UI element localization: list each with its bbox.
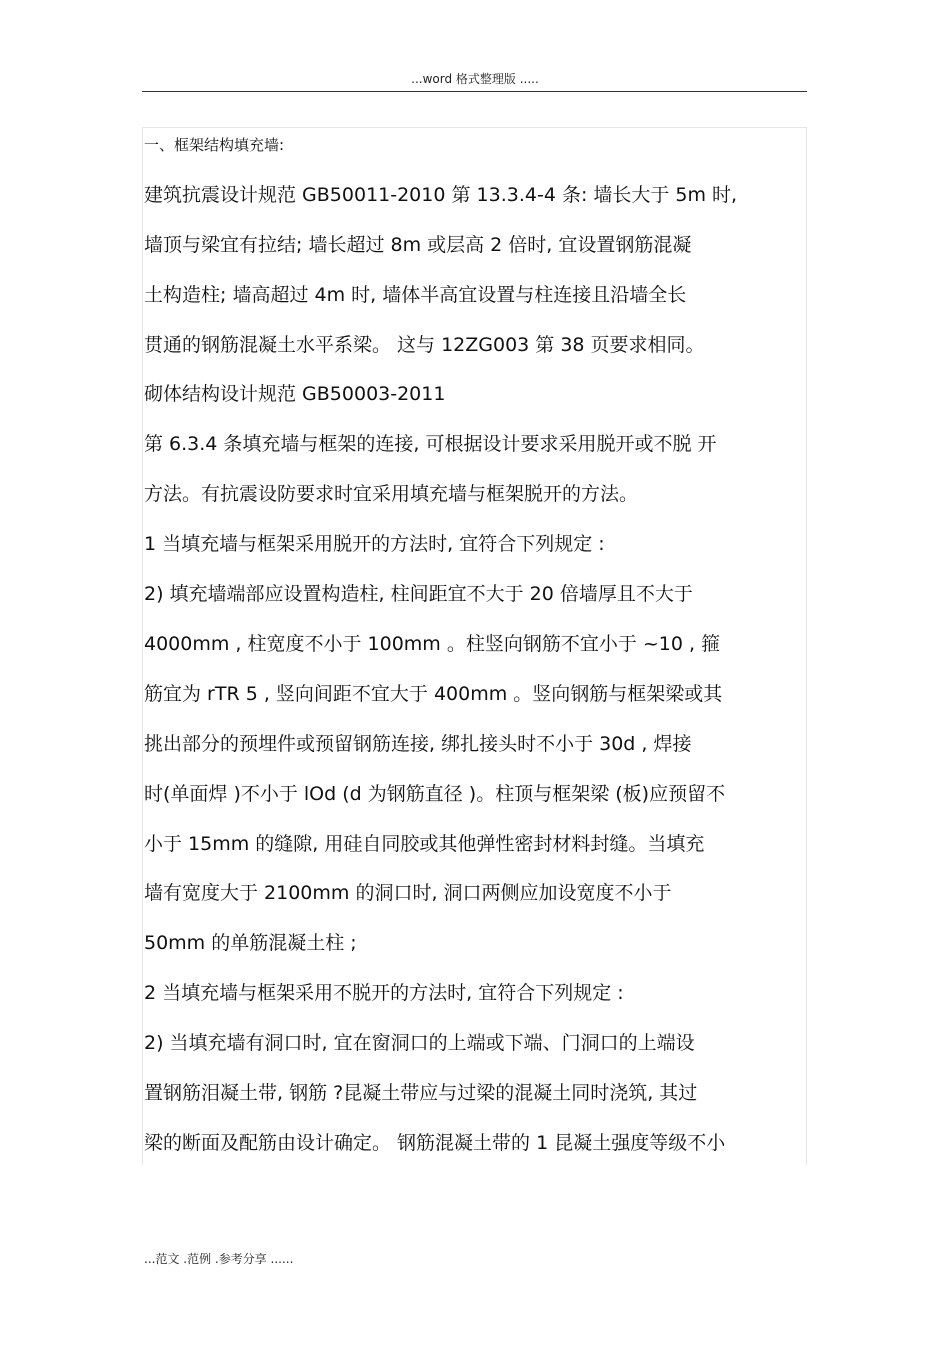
text-line: 2 当填充墙与框架采用不脱开的方法时, 宜符合下列规定 : [144, 982, 624, 1004]
text-line: 小于 15mm 的缝隙, 用硅自同胶或其他弹性密封材料封缝。当填充 [144, 833, 705, 855]
text-line: 2) 当填充墙有洞口时, 宜在窗洞口的上端或下端、门洞口的上端设 [144, 1032, 695, 1054]
text-line: 梁的断面及配筋由设计确定。 钢筋混凝土带的 1 昆凝土强度等级不小 [144, 1132, 726, 1154]
text-line: 置钢筋泪凝土带, 钢筋 ?昆凝土带应与过梁的混凝土同时浇筑, 其过 [144, 1082, 698, 1104]
text-line: 土构造柱; 墙高超过 4m 时, 墙体半高宜设置与柱连接且沿墙全长 [144, 284, 687, 306]
text-line: 第 6.3.4 条填充墙与框架的连接, 可根据设计要求采用脱开或不脱 开 [144, 433, 717, 455]
text-line: 墙顶与梁宜有拉结; 墙长超过 8m 或层高 2 倍时, 宜设置钢筋混凝 [144, 234, 692, 256]
text-line: 2) 填充墙端部应设置构造柱, 柱间距宜不大于 20 倍墙厚且不大于 [144, 583, 693, 605]
text-line: 筋宜为 rTR 5 , 竖向间距不宜大于 400mm 。竖向钢筋与框架梁或其 [144, 683, 723, 705]
text-line: 1 当填充墙与框架采用脱开的方法时, 宜符合下列规定 : [144, 533, 605, 555]
section-heading: 一、框架结构填充墙: [144, 136, 285, 154]
text-line: 砌体结构设计规范 GB50003-2011 [144, 383, 446, 405]
text-line: 贯通的钢筋混凝土水平系梁。 这与 12ZG003 第 38 页要求相同。 [144, 334, 705, 356]
text-line: 墙有宽度大于 2100mm 的洞口时, 洞口两侧应加设宽度不小于 [144, 882, 672, 904]
text-line: 方法。有抗震设防要求时宜采用填充墙与框架脱开的方法。 [144, 483, 639, 505]
text-line: 时(单面焊 )不小于 lOd (d 为钢筋直径 )。柱顶与框架梁 (板)应预留不 [144, 783, 726, 805]
text-line: 4000mm , 柱宽度不小于 100mm 。柱竖向钢筋不宜小于 ~10 , 箍 [144, 633, 721, 655]
text-line: 挑出部分的预埋件或预留钢筋连接, 绑扎接头时不小于 30d , 焊接 [144, 733, 692, 755]
text-line: 建筑抗震设计规范 GB50011-2010 第 13.3.4-4 条: 墙长大于 5m 时, [144, 184, 738, 206]
page-header: ...word 格式整理版 ..... [411, 72, 539, 86]
text-line: 50mm 的单筋混凝土柱 ; [144, 932, 357, 954]
page-footer: ...范文 .范例 .参考分享 ...... [144, 1252, 294, 1266]
header-divider [142, 91, 807, 92]
